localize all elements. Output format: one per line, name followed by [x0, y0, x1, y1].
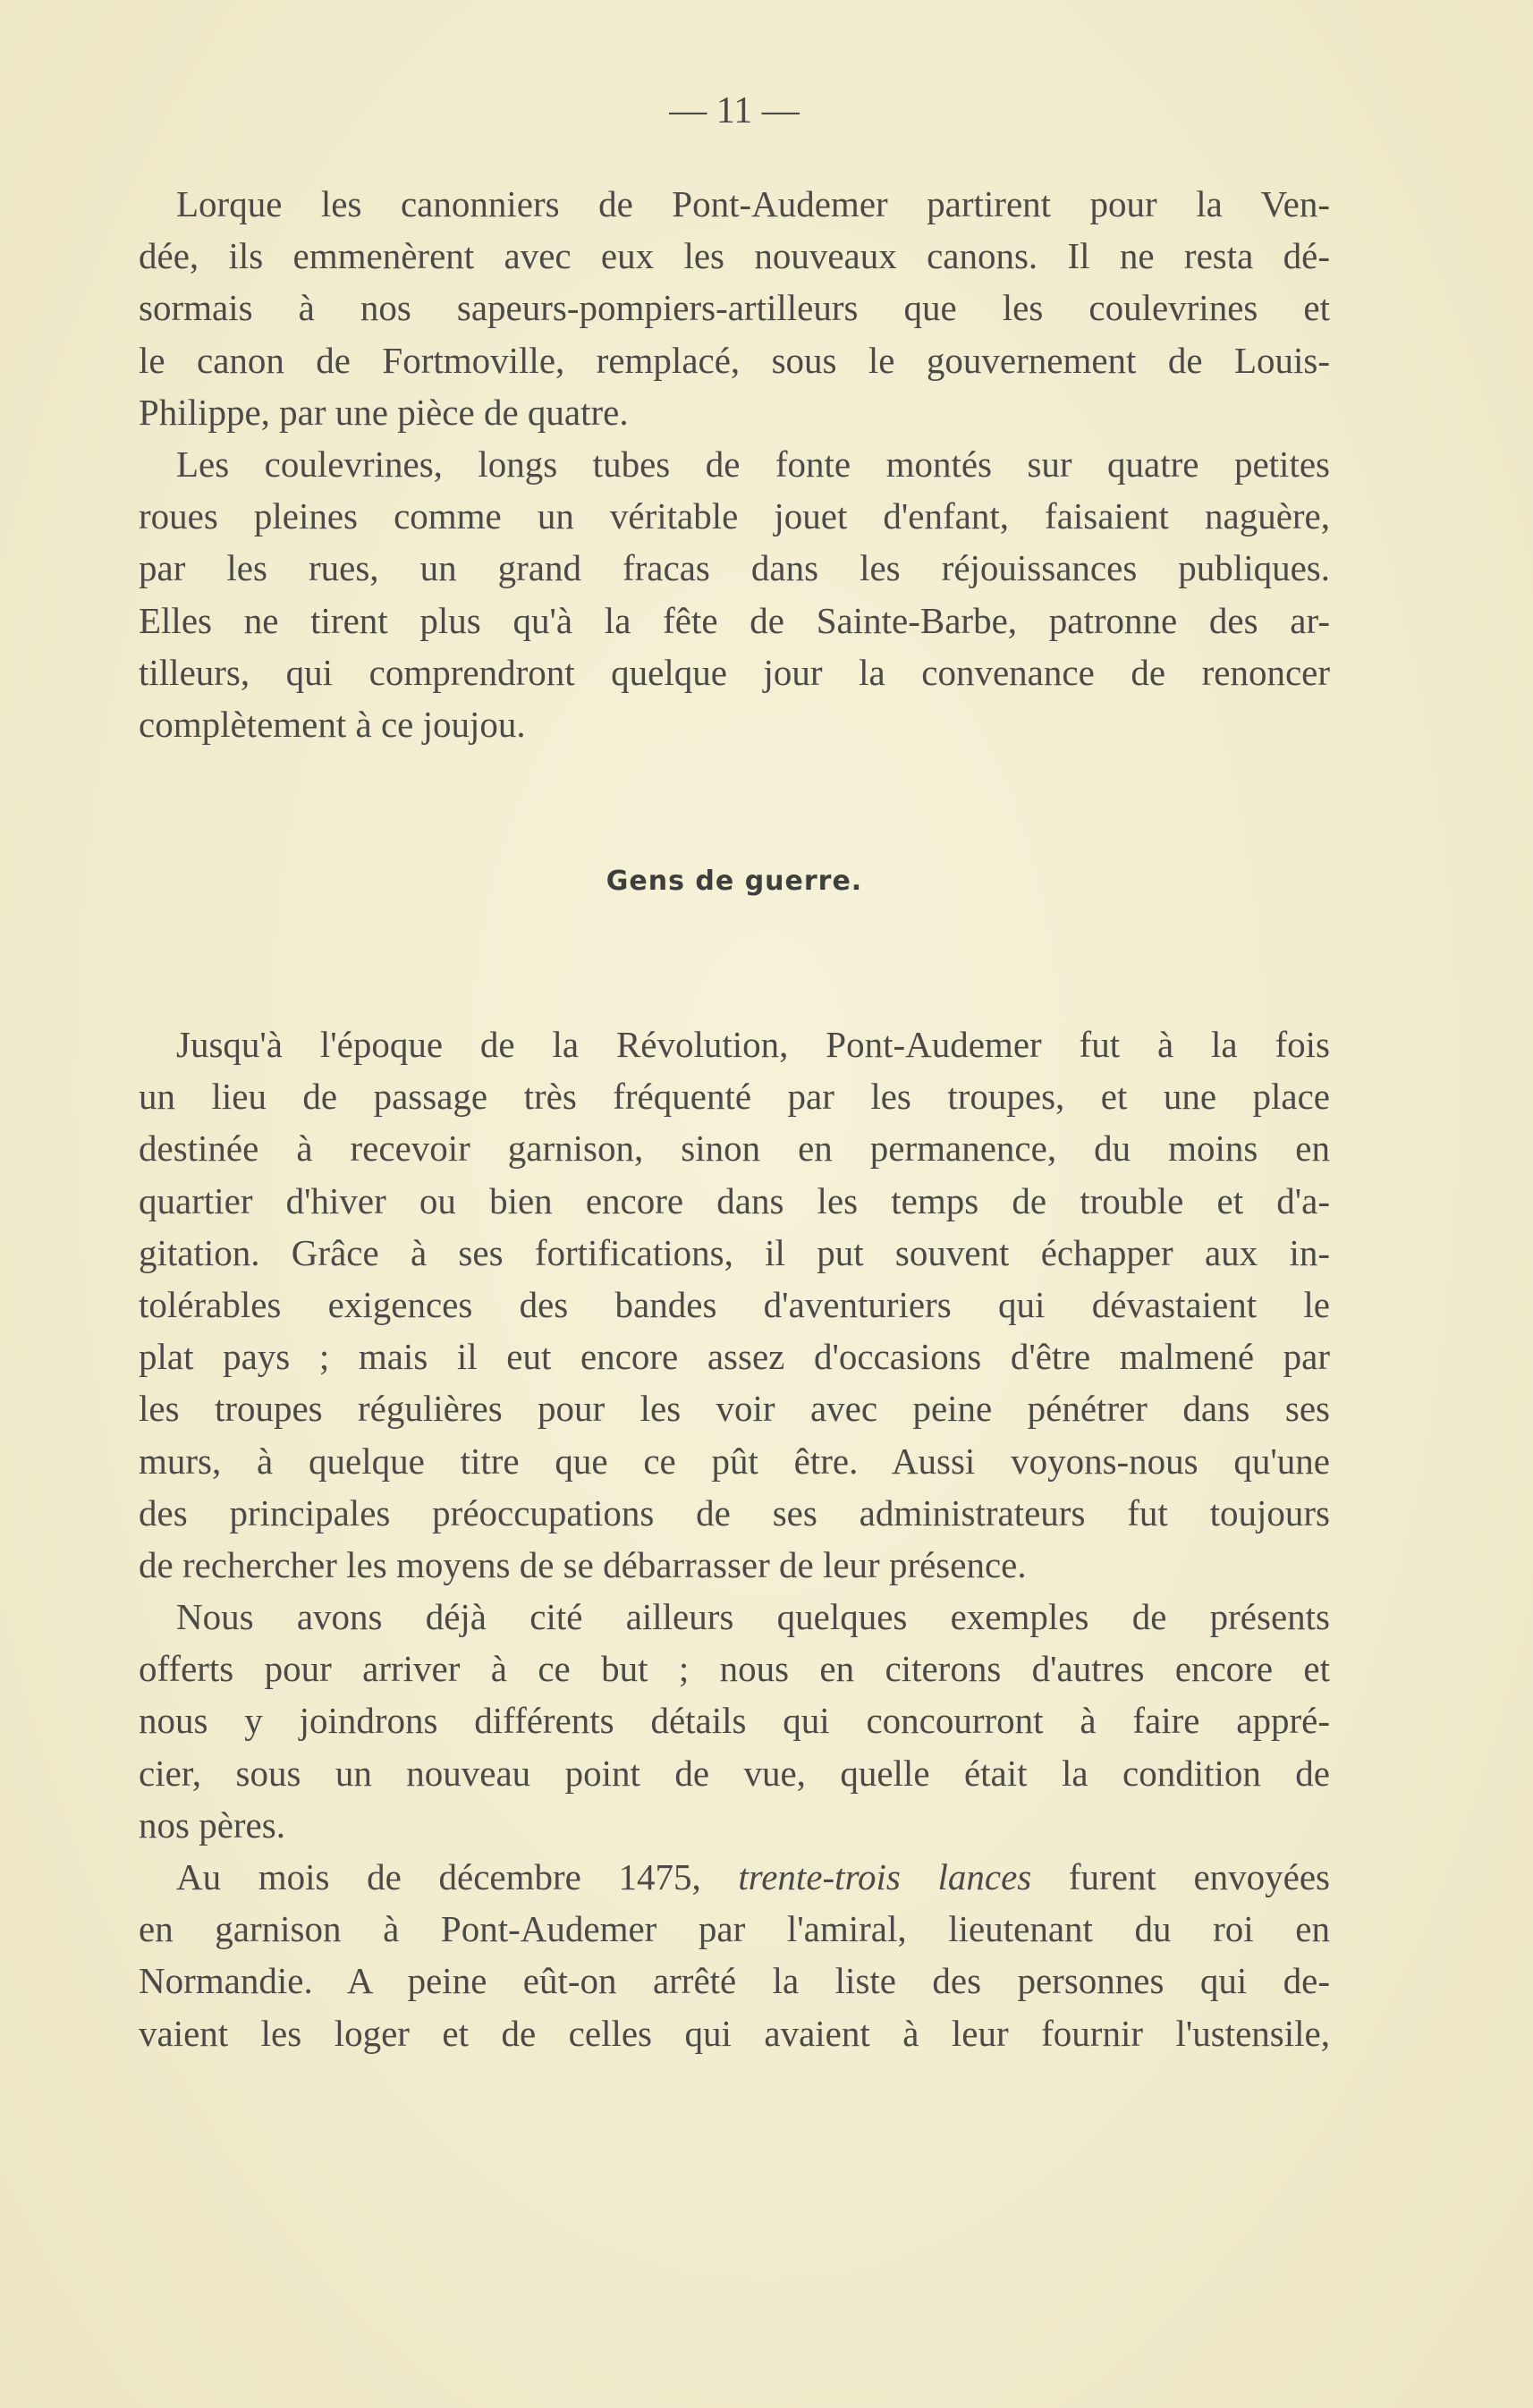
- text-segment: complètement à ce joujou.: [139, 703, 526, 745]
- text-segment: offerts pour arriver à ce but ; nous en citerons d'autres encore et: [139, 1648, 1330, 1690]
- text-segment: dée, ils emmenèrent avec eux les nouveaux canons. Il ne resta dé-: [139, 235, 1330, 277]
- text-line: [139, 1435, 1330, 1487]
- text-segment: Jusqu'à l'époque de la Révolution, Pont-Audemer fut à la fois: [176, 1024, 1330, 1065]
- text-segment: Nous avons déjà cité ailleurs quelques exemples de présents: [176, 1596, 1330, 1638]
- text-line: [139, 1382, 1330, 1434]
- text-segment: Les coulevrines, longs tubes de fonte montés sur quatre petites: [176, 443, 1330, 485]
- text-line: [139, 1279, 1330, 1331]
- text-segment: plat pays ; mais il eut encore assez d'occasions d'être malmené par: [139, 1336, 1330, 1378]
- text-line: [139, 1694, 1330, 1746]
- text-segment: roues pleines comme un véritable jouet d'enfant, faisaient naguère,: [139, 495, 1330, 537]
- text-line: [139, 646, 1330, 698]
- text-segment: Au mois de décembre 1475,: [176, 1856, 739, 1897]
- text-line: [139, 1747, 1330, 1799]
- paragraph: [139, 1851, 1330, 2059]
- text-segment: nous y joindrons différents détails qui concourront à faire appré-: [139, 1700, 1330, 1742]
- paragraph: [139, 1018, 1330, 1591]
- text-line: [139, 1851, 1330, 1903]
- text-line: [139, 1018, 1330, 1070]
- text-line: [139, 698, 1330, 750]
- text-line: [139, 1643, 1330, 1694]
- text-segment: par les rues, un grand fracas dans les réjouissances publiques.: [139, 547, 1330, 589]
- text-segment: le canon de Fortmoville, remplacé, sous le gouvernement de Louis-: [139, 339, 1330, 381]
- text-segment: un lieu de passage très fréquenté par les troupes, et une place: [139, 1076, 1330, 1118]
- text-line: [139, 334, 1330, 386]
- italic-text: trente-trois lances: [738, 1856, 1032, 1897]
- text-segment: Philippe, par une pièce de quatre.: [139, 391, 629, 433]
- text-line: [139, 1070, 1330, 1122]
- text-line: [139, 230, 1330, 282]
- text-line: [139, 595, 1330, 646]
- text-line: [139, 1799, 1330, 1851]
- text-segment: vaient les loger et de celles qui avaient à leur fournir l'ustensile,: [139, 2012, 1330, 2054]
- text-segment: de rechercher les moyens de se débarrasser de leur présence.: [139, 1543, 1027, 1585]
- text-line: [139, 1487, 1330, 1539]
- paragraph: [139, 178, 1330, 438]
- page-number: — 11 —: [669, 90, 800, 131]
- text-line: [139, 542, 1330, 594]
- text-section-1: [139, 178, 1330, 750]
- text-segment: Normandie. A peine eût-on arrêté la liste des personnes qui de-: [139, 1960, 1330, 2002]
- text-line: [139, 2007, 1330, 2059]
- text-segment: quartier d'hiver ou bien encore dans les temps de trouble et d'a-: [139, 1179, 1330, 1221]
- paragraph: [139, 438, 1330, 750]
- text-segment: Elles ne tirent plus qu'à la fête de Sainte-Barbe, patronne des ar-: [139, 599, 1330, 641]
- text-segment: furent envoyées: [1031, 1856, 1330, 1897]
- text-segment: murs, à quelque titre que ce pût être. Aussi voyons-nous qu'une: [139, 1440, 1330, 1482]
- text-line: [139, 1175, 1330, 1227]
- text-line: [139, 1955, 1330, 2007]
- text-segment: tolérables exigences des bandes d'aventuriers qui dévastaient le: [139, 1283, 1330, 1325]
- text-section-2: [139, 1018, 1330, 2059]
- text-segment: cier, sous un nouveau point de vue, quelle était la condition de: [139, 1752, 1330, 1794]
- text-line: [139, 1903, 1330, 1955]
- text-segment: destinée à recevoir garnison, sinon en permanence, du moins en: [139, 1128, 1330, 1170]
- text-line: [139, 386, 1330, 438]
- text-line: [139, 1227, 1330, 1279]
- text-segment: gitation. Grâce à ses fortifications, il put souvent échapper aux in-: [139, 1231, 1330, 1273]
- text-segment: en garnison à Pont-Audemer par l'amiral, lieutenant du roi en: [139, 1908, 1330, 1950]
- text-segment: tilleurs, qui comprendront quelque jour la convenance de renoncer: [139, 651, 1330, 693]
- text-segment: des principales préoccupations de ses administrateurs fut toujours: [139, 1491, 1330, 1534]
- text-segment: nos pères.: [139, 1804, 285, 1846]
- text-segment: Lorque les canonniers de Pont-Audemer partirent pour la Ven-: [176, 183, 1330, 224]
- text-line: [139, 1122, 1330, 1174]
- text-line: [139, 1539, 1330, 1591]
- section-heading: Gens de guerre.: [606, 866, 863, 897]
- text-segment: sormais à nos sapeurs-pompiers-artilleurs que les coulevrines et: [139, 287, 1330, 329]
- text-line: [139, 282, 1330, 334]
- text-line: [139, 490, 1330, 542]
- paragraph: [139, 1591, 1330, 1851]
- text-line: [139, 1591, 1330, 1643]
- text-segment: les troupes régulières pour les voir avec peine pénétrer dans ses: [139, 1388, 1330, 1430]
- text-line: [139, 178, 1330, 230]
- text-line: [139, 1331, 1330, 1382]
- text-line: [139, 438, 1330, 490]
